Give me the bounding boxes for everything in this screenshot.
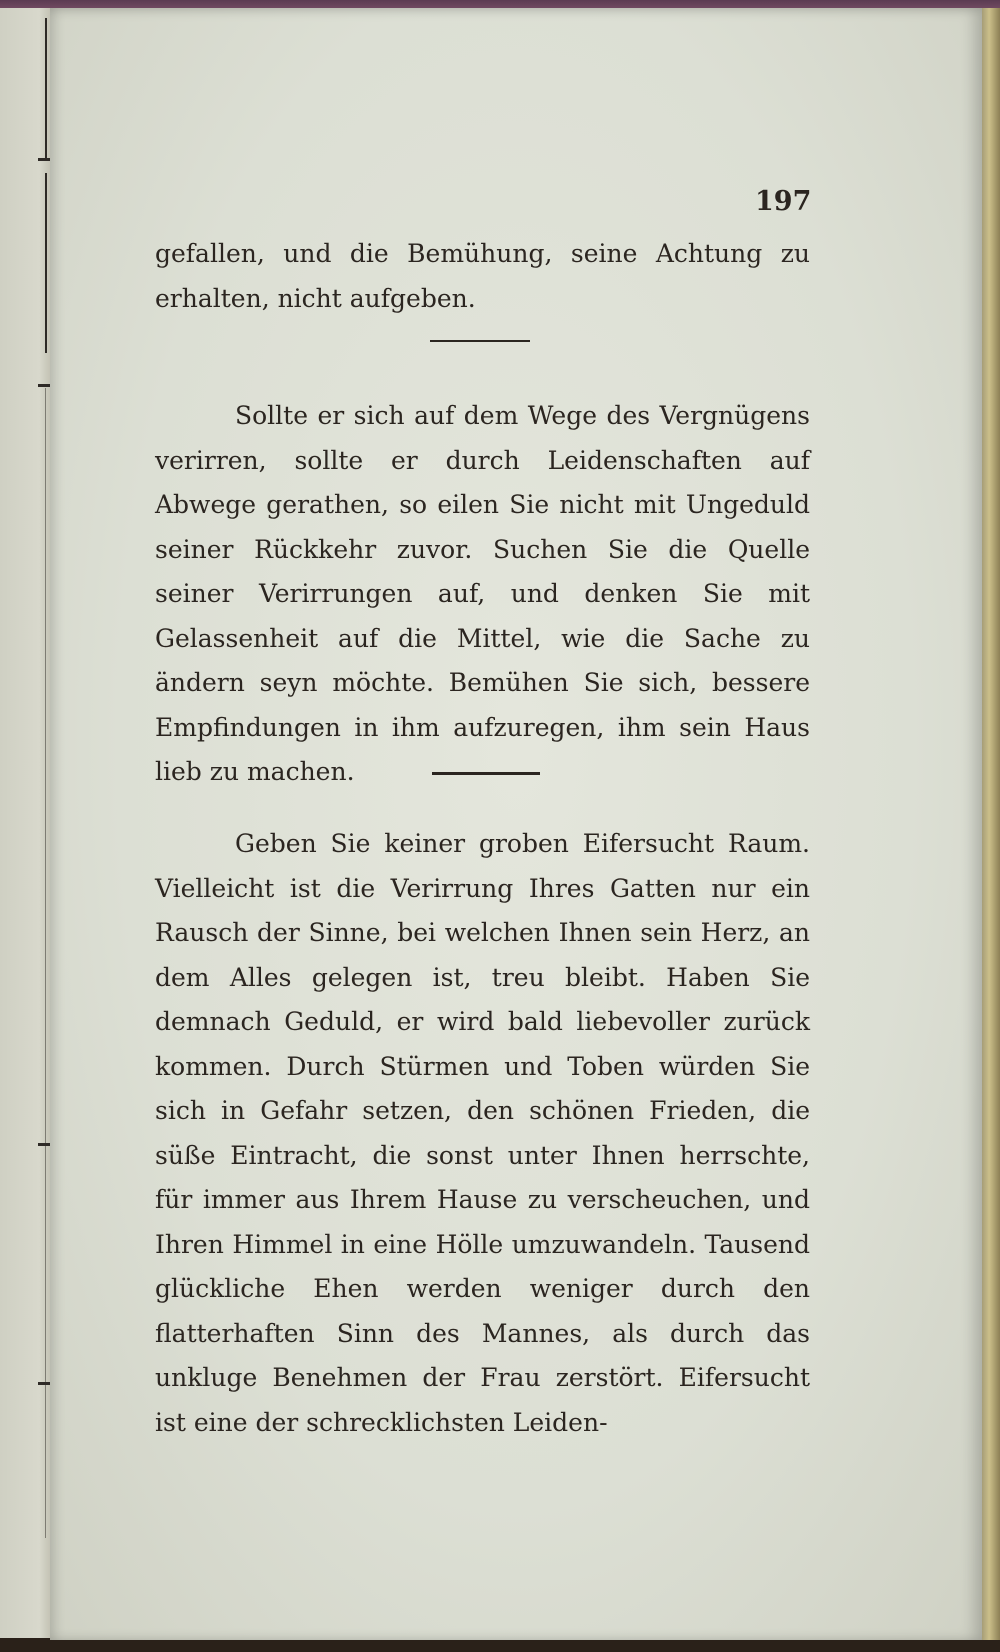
section-divider xyxy=(430,340,530,342)
paragraph-3 xyxy=(155,822,810,1445)
gutter-line xyxy=(45,18,47,158)
paragraph-3-text: Geben Sie keiner groben Eifersucht Raum. Vielleicht ist die Verirrung Ihres Gatten nur ein Rausch der Sinne, bei welchen Ihnen sein Herz, an dem Alles gelegen ist, treu bleibt. Haben Sie demnach Geduld, er wird bald liebevoller zurück kommen. Durch Stürmen und Toben würden Sie sich in Gefahr setzen, den schönen Frieden, die süße Eintracht, die sonst unter Ihnen herrschte, für immer aus Ihrem Hause zu verscheuchen, und Ihren Himmel in eine Hölle umzuwandeln. Tausend glückliche Ehen werden weniger durch den flatterhaften Sinn des Mannes, als durch das unkluge Benehmen der Frau zerstört. Eifersucht ist eine der schrecklichsten Leiden- xyxy=(155,829,810,1437)
gutter-line xyxy=(45,388,46,1538)
paragraph-2 xyxy=(155,394,810,795)
bottom-shadow xyxy=(0,1640,1000,1652)
left-gutter xyxy=(0,8,56,1638)
fore-edge xyxy=(982,8,1000,1648)
section-divider xyxy=(432,772,540,775)
gutter-line xyxy=(45,173,47,353)
paragraph-2-text: Sollte er sich auf dem Wege des Vergnügens verirren, sollte er durch Leidenschaften auf Abwege gerathen, so eilen Sie nicht mit Ungeduld seiner Rückkehr zuvor. Suchen Sie die Quelle seiner Verirrungen auf, und denken Sie mit Gelassenheit auf die Mittel, wie die Sache zu ändern seyn möchte. Bemühen Sie sich, bessere Empfindungen in ihm aufzuregen, ihm sein Haus lieb zu machen. xyxy=(155,401,810,786)
paragraph-1: gefallen, und die Bemühung, seine Achtung zu erhalten, nicht aufgeben. xyxy=(155,239,810,313)
page-number: 197 xyxy=(755,186,812,217)
